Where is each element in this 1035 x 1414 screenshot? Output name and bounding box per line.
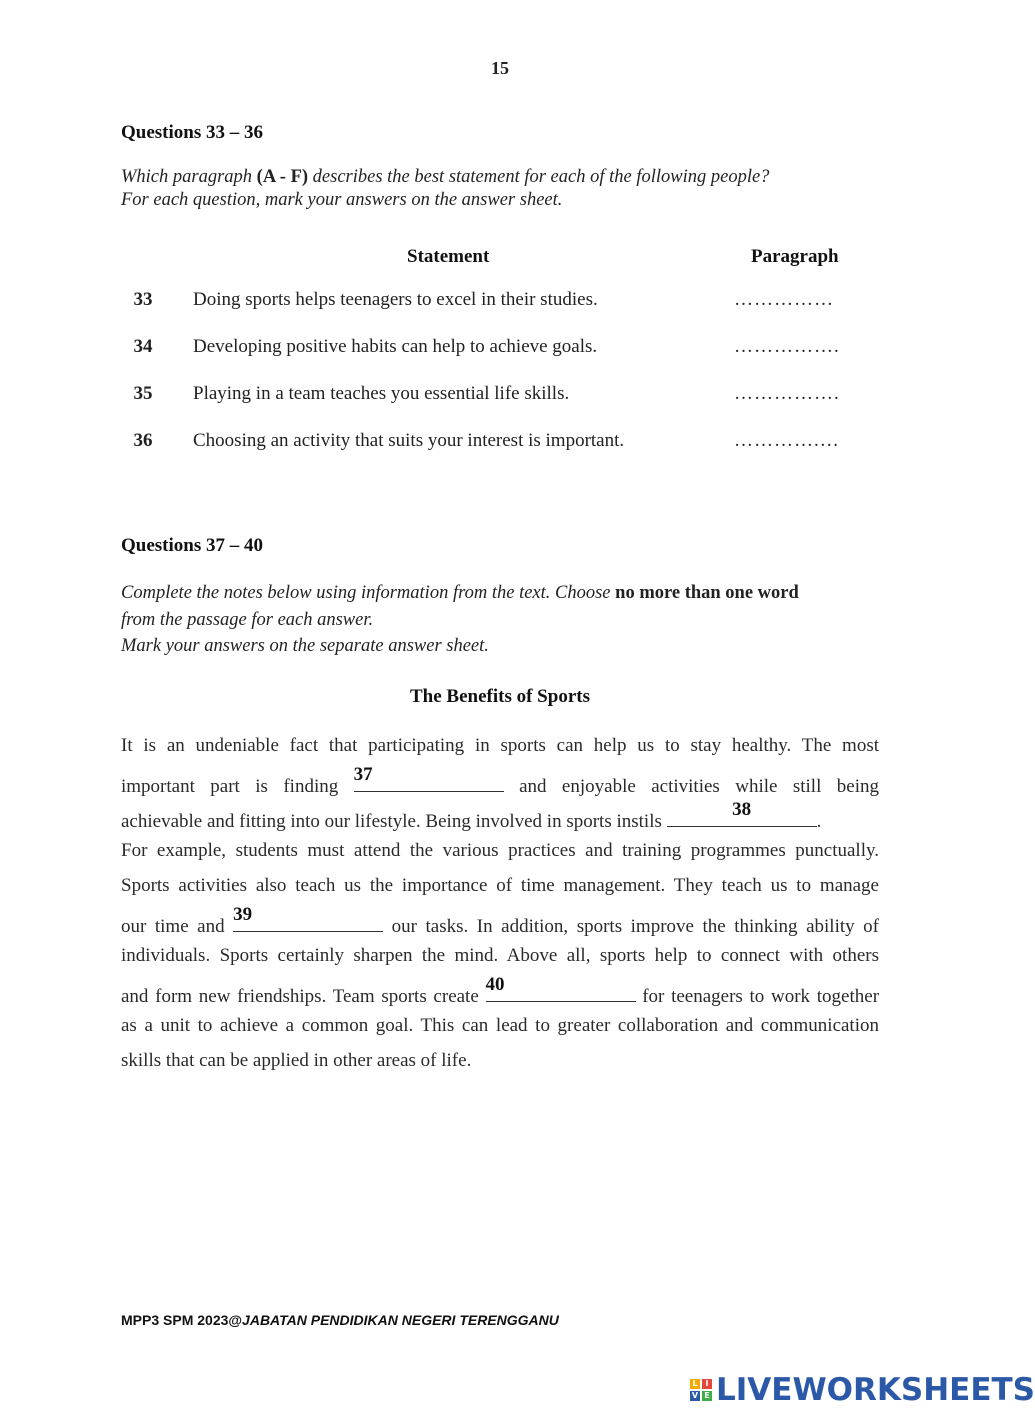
answer-blank-37[interactable] [353,764,504,792]
question-number: 35 [133,383,153,404]
answer-blank-40[interactable] [485,974,636,1002]
instruction-bold: (A - F) [256,167,309,187]
question-row [121,430,881,458]
passage-line: It is an undeniable fact that participating in sports can help us to stay healthy. The most [121,735,879,756]
passage-line: Sports activities also teach us the importance of time management. They teach us to manage [121,875,879,896]
passage-line: as a unit to achieve a common goal. This can lead to greater collaboration and communication [121,1015,879,1036]
page-number: 15 [491,58,509,78]
answer-blank-38[interactable] [667,799,817,827]
blank-number: 38 [732,799,752,820]
answer-blank[interactable]: ……………. [734,336,840,357]
instruction-text: For each question, mark your answers on the answer sheet. [121,190,563,210]
instruction-text: Complete the notes below using information from the text. Choose [121,583,616,603]
page-footer: MPP3 SPM 2023@JABATAN PENDIDIKAN NEGERI TERENGGANU [121,1312,559,1328]
logo-mark-icon: L I V E [690,1379,712,1401]
section-heading-37-40: Questions 37 – 40 [121,535,263,556]
question-statement: Playing in a team teaches you essential life skills. [193,383,570,404]
question-number: 33 [133,289,153,310]
logo-text: LIVEWORKSHEETS [716,1372,1035,1408]
passage-line: important part is finding 37 and enjoyable activities while still being [121,764,879,797]
answer-blank[interactable]: ……………. [734,383,840,404]
passage-line: skills that can be applied in other areas of life. [121,1050,472,1071]
column-header-paragraph: Paragraph [751,246,839,267]
question-row [121,336,881,364]
passage-title: The Benefits of Sports [410,686,590,707]
question-number: 36 [133,430,153,451]
instruction-text: Which paragraph [121,167,257,187]
passage-line: For example, students must attend the various practices and training programmes punctually. [121,840,879,861]
passage-line: achievable and fitting into our lifestyle. Being involved in sports instils 38 . [121,799,822,832]
answer-blank[interactable]: …………… [734,289,834,310]
question-statement: Choosing an activity that suits your interest is important. [193,430,625,451]
liveworksheets-logo [690,1370,1035,1410]
question-statement: Doing sports helps teenagers to excel in their studies. [193,289,598,310]
passage-line: individuals. Sports certainly sharpen the mind. Above all, sports help to connect with others [121,945,879,966]
instruction-text: describes the best statement for each of the following people? [308,167,770,187]
column-header-statement: Statement [407,246,490,267]
section1-instructions [121,166,881,212]
question-row [121,383,881,411]
instruction-bold: no more than one word [615,583,799,603]
blank-number: 40 [485,974,505,995]
instruction-text: Mark your answers on the separate answer sheet. [121,636,489,656]
question-number: 34 [133,336,153,357]
section2-instructions [121,580,881,660]
passage-line: and form new friendships. Team sports create 40 for teenagers to work together [121,974,880,1007]
instruction-text: from the passage for each answer. [121,609,374,630]
section-heading-33-36: Questions 33 – 36 [121,122,263,143]
answer-blank-39[interactable] [233,904,383,932]
blank-number: 39 [233,904,253,925]
passage-line: our time and 39 our tasks. In addition, sports improve the thinking ability of [121,904,879,937]
question-row [121,289,881,317]
answer-blank[interactable]: ………….… [734,430,840,451]
blank-number: 37 [353,764,373,785]
question-statement: Developing positive habits can help to achieve goals. [193,336,598,357]
